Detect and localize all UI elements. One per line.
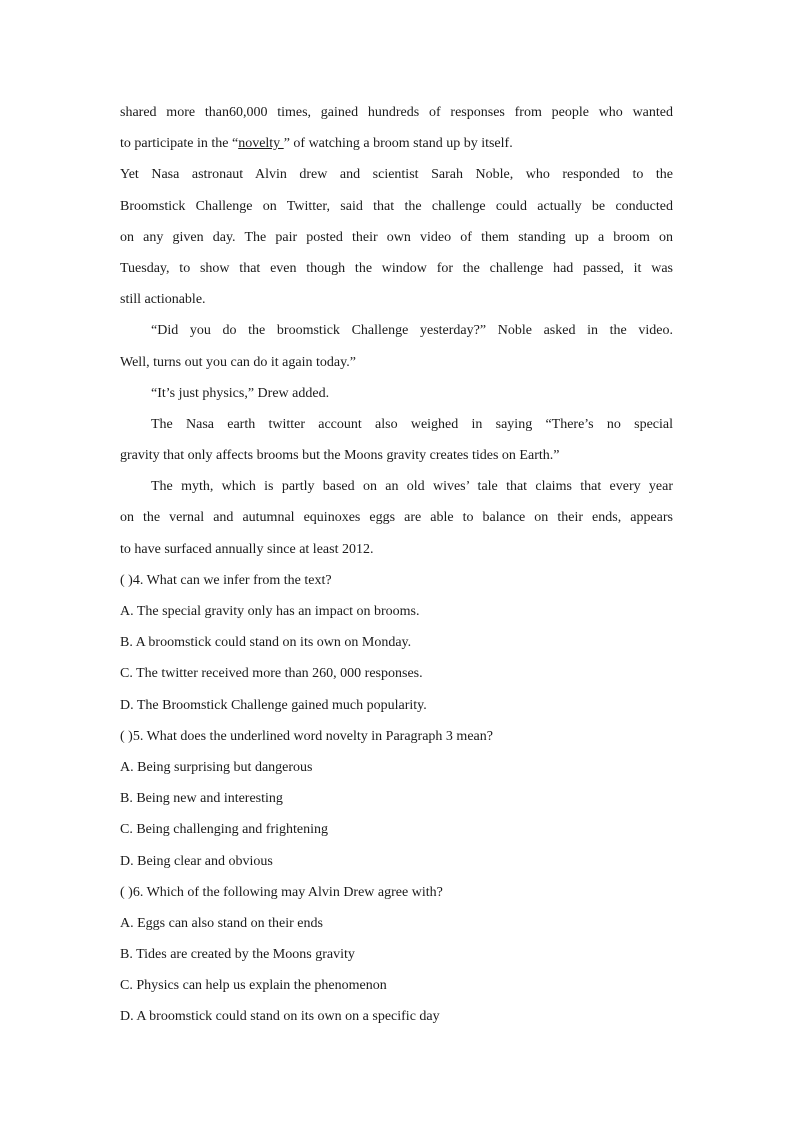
passage-line: Well, turns out you can do it again today.” (120, 354, 356, 370)
option-a: A. Eggs can also stand on their ends (120, 915, 323, 931)
option-c: C. Physics can help us explain the phenomenon (120, 978, 387, 994)
option-a: A. The special gravity only has an impact on brooms. (120, 604, 420, 619)
option-d: D. A broomstick could stand on its own on a specific day (120, 1009, 440, 1025)
underlined-word-novelty: novelty (238, 136, 284, 152)
passage-line: on any given day. The pair posted their own video of them standing up a broom on (120, 229, 673, 245)
passage-line: The Nasa earth twitter account also weighed in saying “There’s no special (151, 416, 673, 432)
question-6 (120, 877, 673, 1033)
option-c: C. The twitter received more than 260, 000 responses. (120, 666, 423, 682)
passage-line: Broomstick Challenge on Twitter, said that the challenge could actually be conducted (120, 198, 673, 214)
option-b: B. Being new and interesting (120, 791, 283, 807)
passage-text: to participate in the “ (120, 136, 239, 152)
passage-line (120, 128, 673, 159)
passage-line: “Did you do the broomstick Challenge yesterday?” Noble asked in the video. (151, 323, 673, 339)
passage-line: still actionable. (120, 292, 206, 308)
question-stem: ( )5. What does the underlined word novelty in Paragraph 3 mean? (120, 728, 493, 744)
question-4 (120, 565, 673, 721)
option-d: D. Being clear and obvious (120, 853, 273, 869)
passage-line: “It’s just physics,” Drew added. (151, 385, 330, 401)
document-page (120, 97, 673, 1033)
passage-line: gravity that only affects brooms but the Moons gravity creates tides on Earth.” (120, 448, 560, 464)
passage-text: ” of watching a broom stand up by itself. (283, 136, 513, 152)
question-stem: ( )4. What can we infer from the text? (120, 572, 332, 588)
question-stem: ( )6. Which of the following may Alvin Drew agree with? (120, 884, 443, 900)
passage-line: Tuesday, to show that even though the window for the challenge had passed, it was (120, 260, 673, 276)
passage-line: Yet Nasa astronaut Alvin drew and scientist Sarah Noble, who responded to the (120, 167, 673, 183)
passage-line: The myth, which is partly based on an old wives’ tale that claims that every year (151, 479, 673, 495)
passage-line: on the vernal and autumnal equinoxes eggs are able to balance on their ends, appears (120, 510, 673, 526)
option-d: D. The Broomstick Challenge gained much popularity. (120, 697, 427, 713)
option-a: A. Being surprising but dangerous (120, 759, 313, 775)
option-c: C. Being challenging and frightening (120, 822, 329, 838)
passage-line: shared more than60,000 times, gained hundreds of responses from people who wanted (120, 105, 673, 120)
option-b: B. A broomstick could stand on its own on Monday. (120, 635, 412, 651)
question-5 (120, 721, 673, 877)
option-b: B. Tides are created by the Moons gravity (120, 947, 355, 963)
passage-line: to have surfaced annually since at least 2012. (120, 541, 374, 557)
